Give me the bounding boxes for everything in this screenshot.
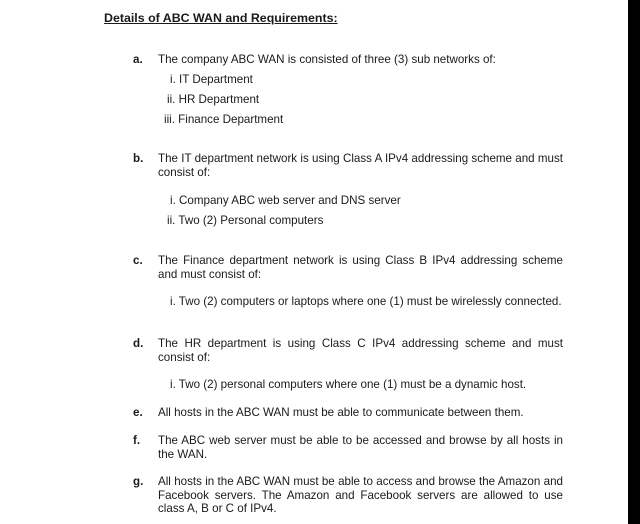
item-a-subitem-1: i. IT Department [170,73,253,86]
item-g-marker: g. [133,475,144,488]
item-g-text: All hosts in the ABC WAN must be able to access and browse the Amazon and Facebook servers. The Amazon and Facebook servers are allowed to use class A, B or C of IPv4. [158,475,563,515]
item-b-subitem-2: ii. Two (2) Personal computers [167,214,324,227]
item-b-subitem-1: i. Company ABC web server and DNS server [170,194,401,207]
item-f-text: The ABC web server must be able to be accessed and browse by all hosts in the WAN. [158,434,563,461]
item-c-text: The Finance department network is using Class B IPv4 addressing scheme and must consist of: [158,254,563,281]
item-d-text: The HR department is using Class C IPv4 addressing scheme and must consist of: [158,337,563,364]
item-c-subitem-1: i. Two (2) computers or laptops where one (1) must be wirelessly connected. [170,295,562,308]
item-a-text: The company ABC WAN is consisted of three (3) sub networks of: [158,53,496,66]
item-e-text: All hosts in the ABC WAN must be able to communicate between them. [158,406,524,419]
item-c-marker: c. [133,254,143,267]
item-a-subitem-3: iii. Finance Department [164,113,284,126]
item-a-marker: a. [133,53,143,66]
document-heading: Details of ABC WAN and Requirements: [104,11,338,25]
item-f-marker: f. [133,434,141,447]
item-a-subitem-2: ii. HR Department [167,93,260,106]
item-b-text: The IT department network is using Class A IPv4 addressing scheme and must consist of: [158,152,563,179]
item-e-marker: e. [133,406,143,419]
dark-edge-border [628,0,640,524]
item-d-subitem-1: i. Two (2) personal computers where one (1) must be a dynamic host. [170,378,527,391]
item-b-marker: b. [133,152,144,165]
item-d-marker: d. [133,337,144,350]
